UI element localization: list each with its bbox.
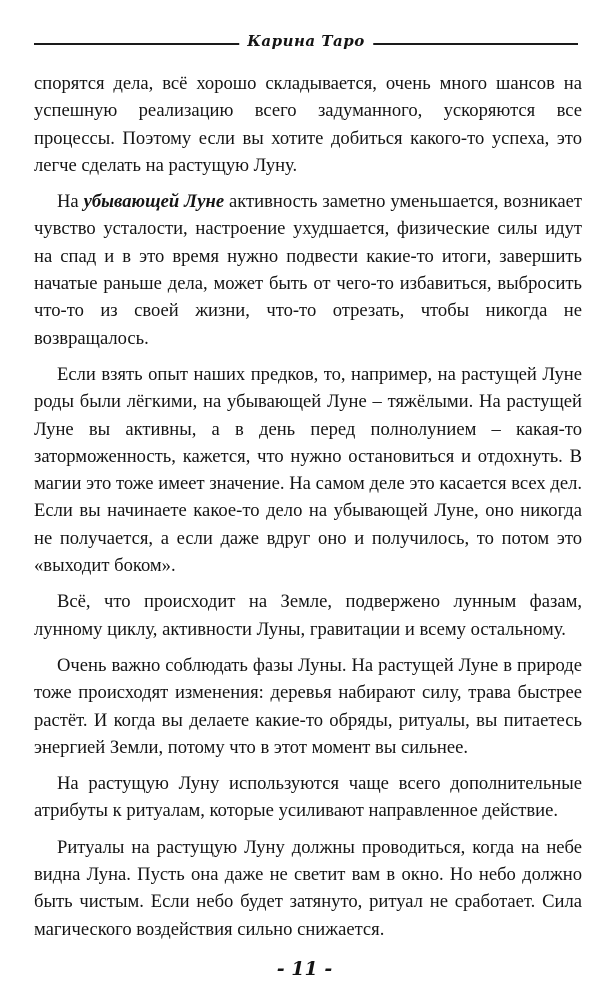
- paragraph: Ритуалы на растущую Луну должны проводиться, когда на небе видна Луна. Пусть она даже не светит вам в окно. Но небо должно быть чистым. Если небо будет затянуто, ритуал не сработает. Сила магического воздействия сильно снижается.: [34, 836, 582, 940]
- header-author: Карина Таро: [239, 28, 373, 54]
- paragraph: На растущую Луну используются чаще всего дополнительные атрибуты к ритуалам, которые усиливают направленное действие.: [34, 773, 582, 822]
- page-number: - 11 -: [276, 958, 333, 980]
- emphasis-term: убывающей Луне: [83, 191, 225, 213]
- paragraph: Если взять опыт наших предков, то, например, на растущей Луне роды были лёгкими, на убывающей Луне – тяжёлыми. На растущей Луне вы активны, а в день перед полнолунием – какая-то заторможенность, кажется, что нужно остановиться и отдохнуть. В магии это тоже имеет значение. На самом деле это касается всех дел. Если вы начинаете какое-то дело на убывающей Луне, оно никогда не получается, а если даже вдруг оно и получилось, то потом это «выходит боком».: [34, 363, 582, 577]
- paragraph: спорятся дела, всё хорошо складывается, очень много шансов на успешную реализацию всего задуманного, ускоряются все процессы. Поэтому если вы хотите добиться какого-то успеха, это легче сделать на растущую Луну.: [34, 73, 582, 176]
- running-header: [34, 26, 578, 54]
- paragraph: Очень важно соблюдать фазы Луны. На растущей Луне в природе тоже происходят изменения: деревья набирают силу, трава быстрее растёт. И когда вы делаете какие-то обряды, ритуалы, вы питаетесь энергией Земли, потому что в этот момент вы сильнее.: [34, 654, 582, 758]
- body-text: [34, 70, 582, 952]
- paragraph: Всё, что происходит на Земле, подвержено лунным фазам, лунному циклу, активности Луны, гравитации и всему остальному.: [34, 591, 582, 640]
- paragraph: На убывающей Луне активность заметно уменьшается, возникает чувство усталости, настроение ухудшается, физические силы идут на спад и в это время нужно подвести какие-то итоги, завершить начатые раньше дела, может быть от чего-то избавиться, выбросить что-то из своей жизни, что-то отрезать, чтобы никогда не возвращалось.: [34, 191, 582, 349]
